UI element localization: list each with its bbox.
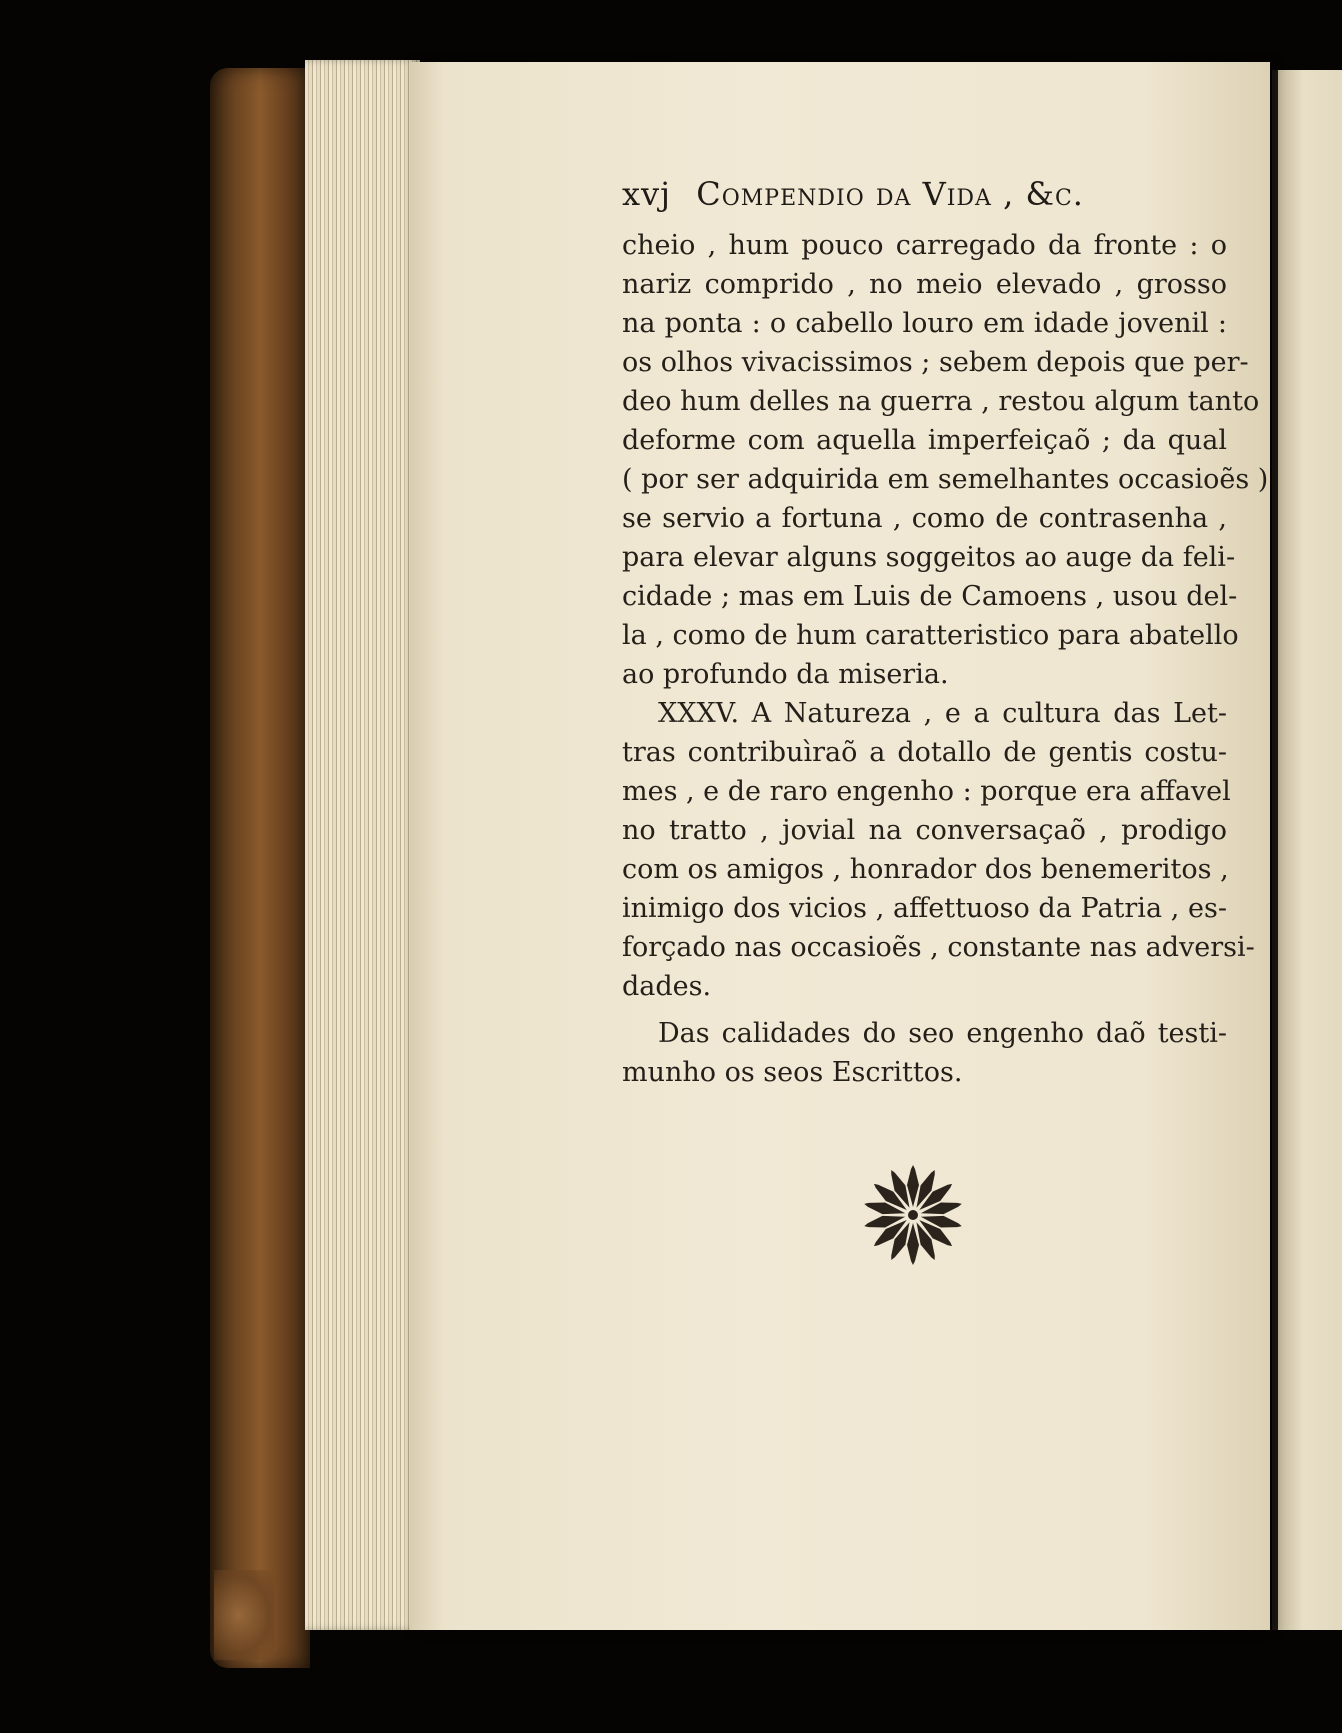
text-line: munho os seos Escrittos. [622, 1057, 963, 1088]
text-line: com os amigos , honrador dos benemeritos , [622, 854, 1229, 885]
paragraph-2 [622, 694, 1255, 1006]
spine-wear-patch [214, 1570, 274, 1660]
text-line: Das calidades do seo engenho daõ testi- [658, 1018, 1227, 1049]
text-line: ao profundo da miseria. [622, 659, 949, 690]
text-line: forçado nas occasioẽs , constante nas adversi- [622, 932, 1255, 963]
page-edges [305, 60, 420, 1630]
text-line: na ponta : o cabello louro em idade jovenil : [622, 308, 1227, 339]
text-line: se servio a fortuna , como de contrasenha , [622, 503, 1227, 534]
text-line: os olhos vivacissimos ; sebem depois que per- [622, 347, 1249, 378]
running-header [622, 175, 1222, 221]
text-line: deforme com aquella imperfeiçaõ ; da qual [622, 425, 1227, 456]
text-line: cidade ; mas em Luis de Camoens , usou del- [622, 581, 1238, 612]
text-line: dades. [622, 971, 712, 1002]
body-text [622, 226, 1269, 1092]
facing-page-edge [1272, 70, 1342, 1630]
text-line: cheio , hum pouco carregado da fronte : o [622, 230, 1227, 261]
text-line: ( por ser adquirida em semelhantes occasioẽs ) [622, 464, 1269, 495]
text-line: no tratto , jovial na conversaçaõ , prodigo [622, 815, 1227, 846]
text-line: XXXV. A Natureza , e a cultura das Let- [658, 698, 1227, 729]
text-line: tras contribuìraõ a dotallo de gentis costu- [622, 737, 1227, 768]
text-line: deo hum delles na guerra , restou algum tanto [622, 386, 1260, 417]
running-title: Compendio da Vida , &c. [696, 175, 1084, 213]
ornament-center [908, 1210, 918, 1220]
text-line: nariz comprido , no meio elevado , grosso [622, 269, 1227, 300]
text-line: inimigo dos vicios , affettuoso da Patria , es- [622, 893, 1227, 924]
text-line: mes , e de raro engenho : porque era affavel [622, 776, 1231, 807]
paragraph-3 [622, 1014, 1227, 1092]
asterisk-flower-ornament-icon [858, 1160, 968, 1270]
paragraph-1 [622, 226, 1269, 694]
ornament-petal [907, 1223, 919, 1265]
text-line: para elevar alguns soggeitos ao auge da feli- [622, 542, 1236, 573]
text-line: la , como de hum caratteristico para abatello [622, 620, 1239, 651]
ornament-petal [907, 1165, 919, 1207]
gutter-shadow [1272, 70, 1278, 1630]
page-number: xvj [622, 175, 672, 213]
book-spine [210, 68, 310, 1668]
